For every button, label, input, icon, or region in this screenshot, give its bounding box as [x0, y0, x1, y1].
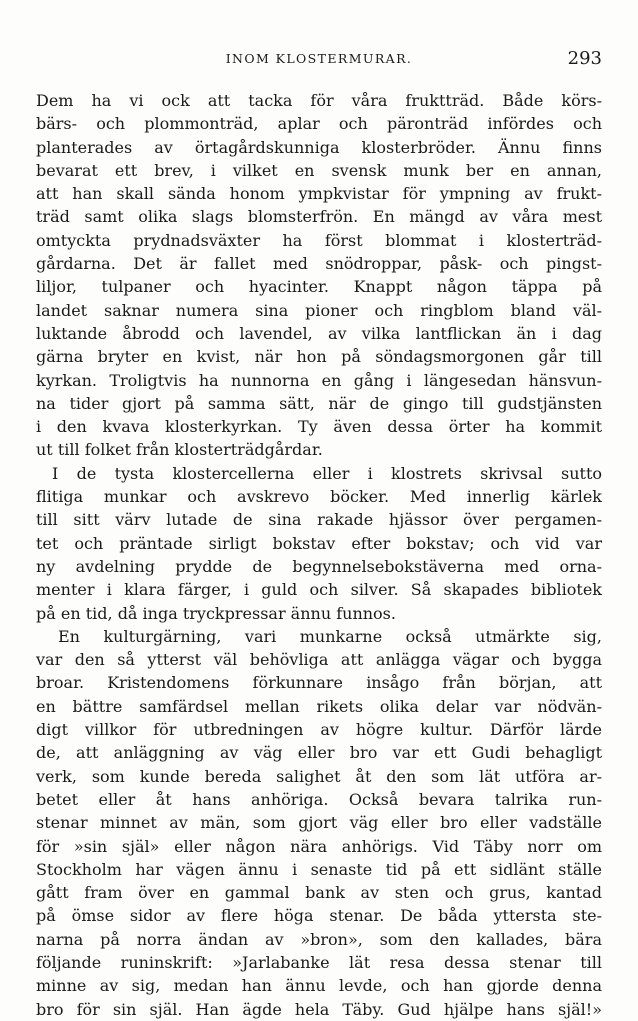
text-line: till sitt värv lutade de sina rakade hjässor över pergamen-	[36, 510, 602, 530]
text-line: kyrkan. Troligtvis ha nunnorna en gång i längesedan hänsvun-	[36, 370, 602, 390]
text-line: I de tysta klostercellerna eller i klostrets skrivsal sutto	[52, 463, 602, 483]
running-title: INOM KLOSTERMURAR.	[225, 51, 413, 66]
text-line: gärna bryter en kvist, när hon på söndagsmorgonen går till	[36, 347, 602, 367]
text-line: na tider gjort på samma sätt, när de gingo till gudstjänsten	[36, 393, 602, 413]
text-line: för »sin själ» eller någon nära anhörigs. Vid Täby norr om	[36, 836, 602, 856]
body-text	[36, 89, 602, 1021]
text-line: följande runinskrift: »Jarlabanke lät resa dessa stenar till	[36, 952, 602, 972]
text-line: flitiga munkar och avskrevo böcker. Med innerlig kärlek	[36, 487, 602, 507]
text-line: minne av sig, medan han ännu levde, och han gjorde denna	[36, 976, 602, 996]
text-line: narna på norra ändan av »bron», som den kallades, bära	[36, 929, 602, 949]
text-line: ny avdelning prydde de begynnelsebokstäverna med orna-	[36, 556, 602, 576]
text-line: En kulturgärning, vari munkarne också utmärkte sig,	[58, 626, 602, 646]
text-line: bevarat ett brev, i vilket en svensk munk ber en annan,	[36, 160, 602, 180]
text-line: ut till folket från klosterträdgårdar.	[36, 440, 323, 460]
text-line: gått fram över en gammal bank av sten och grus, kantad	[36, 883, 602, 903]
text-line: bärs- och plommonträd, aplar och päronträd infördes och	[36, 114, 602, 134]
text-line: på ömse sidor av flere höga stenar. De båda yttersta ste-	[36, 906, 602, 926]
running-head	[36, 48, 602, 70]
page-number: 293	[567, 48, 602, 69]
text-line: verk, som kunde bereda salighet åt den som lät utföra ar-	[36, 766, 602, 786]
text-line: landet saknar numera sina pioner och ringblom bland väl-	[36, 300, 602, 320]
text-line: omtyckta prydnadsväxter ha först blommat i klosterträd-	[36, 230, 602, 250]
text-line: på en tid, då inga tryckpressar ännu funnos.	[36, 603, 396, 623]
text-line: bro för sin själ. Han ägde hela Täby. Gud hjälpe hans själ!»	[36, 999, 602, 1019]
text-line: stenar minnet av män, som gjort väg eller bro eller vadställe	[36, 813, 602, 833]
text-line: träd samt olika slags blomsterfrön. En mängd av våra mest	[36, 207, 602, 227]
text-line: gårdarna. Det är fallet med snödroppar, påsk- och pingst-	[36, 254, 602, 274]
text-line: luktande åbrodd och lavendel, av vilka lantflickan än i dag	[36, 323, 602, 343]
text-line: var den så ytterst väl behövliga att anlägga vägar och bygga	[36, 650, 602, 670]
text-line: Dem ha vi ock att tacka för våra fruktträd. Både körs-	[36, 91, 602, 110]
text-line: broar. Kristendomens förkunnare insågo från början, att	[36, 673, 602, 693]
text-line: betet eller åt hans anhöriga. Också bevara talrika run-	[36, 789, 602, 809]
text-line: en bättre samfärdsel mellan rikets olika delar var nödvän-	[36, 696, 602, 716]
text-line: menter i klara färger, i guld och silver. Så skapades bibliotek	[36, 580, 602, 600]
text-line: liljor, tulpaner och hyacinter. Knappt någon täppa på	[36, 277, 602, 297]
text-line: planterades av örtagårdskunniga klosterbröder. Ännu finns	[36, 137, 602, 157]
text-line: Stockholm har vägen ännu i senaste tid på ett sidlänt ställe	[36, 859, 602, 879]
text-line: de, att anläggning av väg eller bro var ett Gudi behagligt	[36, 743, 602, 763]
text-line: i den kvava klosterkyrkan. Ty även dessa örter ha kommit	[36, 417, 602, 437]
text-line: att han skall sända honom ympkvistar för ympning av frukt-	[36, 184, 602, 204]
text-line: digt villkor för utbredningen av högre kultur. Därför lärde	[36, 720, 602, 740]
text-line: tet och präntade sirligt bokstav efter bokstav; och vid var	[36, 533, 602, 553]
